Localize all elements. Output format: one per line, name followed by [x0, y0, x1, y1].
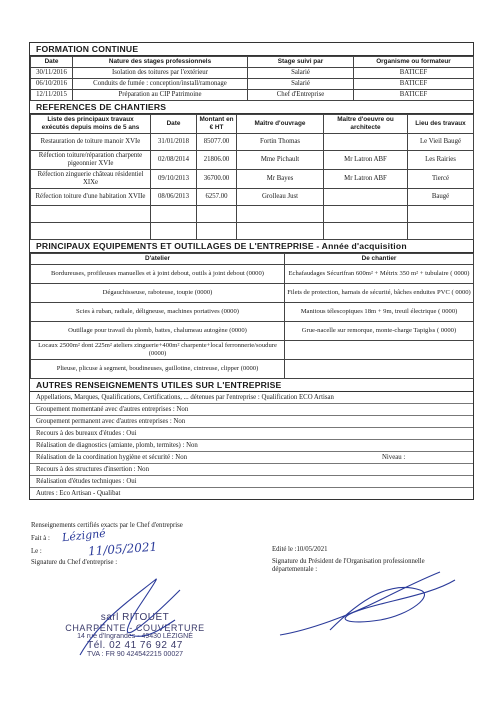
- cell: [151, 223, 197, 240]
- list-item: Autres : Eco Artisan - Qualibat: [36, 490, 121, 497]
- cell: Grolleau Just: [237, 189, 324, 206]
- table-row: [31, 151, 474, 170]
- stamp-line-activity: CHARPENTE - COUVERTURE: [65, 623, 205, 633]
- list-item: Recours à des bureaux d'études : Oui: [30, 428, 473, 440]
- cell: 30/11/2016: [31, 68, 73, 79]
- ref-col-travaux: Liste des principaux travaux exécutés depuis moins de 5 ans: [31, 115, 151, 134]
- cell: 6257.00: [197, 189, 237, 206]
- cell: Chef d'Entreprise: [248, 90, 354, 101]
- table-row: [31, 189, 474, 206]
- cell: [31, 206, 151, 223]
- formation-table: [30, 56, 474, 101]
- cell: Plieuse, plicuse à segment, boudineuses, guillotine, cintreuse, clipper (0000): [31, 360, 285, 379]
- cell: 12/11/2015: [31, 90, 73, 101]
- table-row: [31, 223, 474, 240]
- cell: Scies à ruban, radiale, déligneuse, machines portatives (0000): [31, 303, 285, 322]
- cell: Mr Bayes: [237, 170, 324, 189]
- cell: Mme Pichault: [237, 151, 324, 170]
- autres-title: AUTRES RENSEIGNEMENTS UTILES SUR L'ENTREPRISE: [30, 379, 473, 392]
- cell: [408, 223, 474, 240]
- formation-title: FORMATION CONTINUE: [30, 43, 473, 56]
- cell: Salarié: [248, 79, 354, 90]
- signature-chef-label: Signature du Chef d'entreprise :: [31, 559, 118, 566]
- list-item: Réalisation de diagnostics (amiante, plomb, termites) : Non: [30, 440, 473, 452]
- cell: Fortin Thomas: [237, 134, 324, 151]
- stamp-line-name: sarl RITOUET: [100, 612, 170, 623]
- cell: [285, 360, 474, 379]
- table-row: [31, 265, 474, 284]
- cell: Filets de protection, harnais de sécurité, bâches enduites PVC ( 0000): [285, 284, 474, 303]
- stamp-line-address: 14 rue d'Ingrandes - 49430 LÉZIGNÉ: [77, 633, 193, 640]
- equipements-table: [30, 253, 474, 379]
- cell: Tiercé: [408, 170, 474, 189]
- fait-handwritten: Lézigné: [61, 526, 107, 545]
- cell: [408, 206, 474, 223]
- cell: BATICEF: [354, 79, 474, 90]
- list-item: [30, 452, 473, 464]
- cell: Le Vieil Baugé: [408, 134, 474, 151]
- cell: BATICEF: [354, 90, 474, 101]
- cell: Conduits de fumée : conception/install/ramonage: [73, 79, 248, 90]
- cell: 21806.00: [197, 151, 237, 170]
- equipements-title: PRINCIPAUX EQUIPEMENTS ET OUTILLAGES DE L'ENTREPRISE - Année d'acquisition: [30, 240, 473, 253]
- cell: 02/08/2014: [151, 151, 197, 170]
- cell: Baugé: [408, 189, 474, 206]
- ref-col-lieu: Lieu des travaux: [408, 115, 474, 134]
- cell: Echafaudages Sécurifran 600m² + Métrix 350 m² + tubulaire ( 0000): [285, 265, 474, 284]
- cell: Mr Latron ABF: [324, 170, 408, 189]
- cell: [197, 206, 237, 223]
- ref-col-date: Date: [151, 115, 197, 134]
- list-item: Groupement permanent avec d'autres entreprises : Non: [30, 416, 473, 428]
- cell: 08/06/2013: [151, 189, 197, 206]
- signature-president-label: Signature du Président de l'Organisation professionnelle départementale :: [272, 558, 425, 573]
- formation-col-date: Date: [31, 57, 73, 68]
- cell: Grue-nacelle sur remorque, monte-charge Tapiglss ( 0000): [285, 322, 474, 341]
- cell: Mr Latron ABF: [324, 151, 408, 170]
- cell: [237, 223, 324, 240]
- cell: [324, 206, 408, 223]
- cell: Préparation au CIP Patrimoine: [73, 90, 248, 101]
- le-handwritten: 11/05/2021: [87, 539, 158, 559]
- table-row: [31, 68, 474, 79]
- cell: Bordureuses, profileuses manuelles et à joint debout, outils à joint debout (0000): [31, 265, 285, 284]
- table-row: [31, 303, 474, 322]
- list-item: Appellations, Marques, Qualifications, Certifications, ... détenues par l'entreprise : Qualification ECO Artisan: [30, 392, 473, 404]
- stamp-line-phone: Tél. 02 41 76 92 47: [87, 640, 183, 651]
- table-row: [31, 341, 474, 360]
- cell: [324, 189, 408, 206]
- niveau-label: Niveau :: [382, 454, 406, 461]
- cell: [285, 341, 474, 360]
- cell: [324, 134, 408, 151]
- cell: 09/10/2013: [151, 170, 197, 189]
- table-row: [31, 360, 474, 379]
- ref-col-montant: Montant en € HT: [197, 115, 237, 134]
- cell: [324, 223, 408, 240]
- references-title: REFERENCES DE CHANTIERS: [30, 101, 473, 114]
- cell: BATICEF: [354, 68, 474, 79]
- fait-label: Fait à :: [31, 535, 50, 542]
- cell: [237, 206, 324, 223]
- cell: Restauration de toiture manoir XVIe: [31, 134, 151, 151]
- ref-col-oeuvre: Maître d'oeuvre ou architecte: [324, 115, 408, 134]
- cell: Réfection zinguerie château résidentiel XIXe: [31, 170, 151, 189]
- equipements-header-row: [31, 254, 474, 265]
- cell: Isolation des toitures par l'extérieur: [73, 68, 248, 79]
- cell: Locaux 2500m² dont 225m² ateliers zinguerie+400m² charpente+local ferronnerie/soudure (0000): [31, 341, 285, 360]
- list-item: Recours à des structures d'insertion : Non: [30, 464, 473, 476]
- list-item: Groupement momentané avec d'autres entreprises : Non: [30, 404, 473, 416]
- table-row: [31, 284, 474, 303]
- formation-col-organisme: Organisme ou formateur: [354, 57, 474, 68]
- cell: Les Rairies: [408, 151, 474, 170]
- cell: Outillage pour travail du plomb, battes, chalumeau autogène (0000): [31, 322, 285, 341]
- cell: 85077.00: [197, 134, 237, 151]
- cell: 31/01/2018: [151, 134, 197, 151]
- formation-col-suivi: Stage suivi par: [248, 57, 354, 68]
- cell: 06/10/2016: [31, 79, 73, 90]
- certified-text: Renseignements certifiés exacts par le Chef d'entreprise: [31, 522, 183, 529]
- chef-signature-icon: [60, 560, 210, 670]
- references-table: [30, 114, 474, 240]
- attestation-form: [29, 42, 474, 500]
- table-row: [31, 322, 474, 341]
- cell: [197, 223, 237, 240]
- cell: [151, 206, 197, 223]
- autres-list: [30, 392, 473, 499]
- stamp-line-tva: TVA : FR 90 424542215 00027: [87, 651, 183, 658]
- table-row: [31, 79, 474, 90]
- table-row: [31, 170, 474, 189]
- cell: Salarié: [248, 68, 354, 79]
- table-row: [31, 134, 474, 151]
- edite-text: Edité le :10/05/2021: [272, 546, 328, 553]
- formation-header-row: [31, 57, 474, 68]
- table-row: [31, 90, 474, 101]
- equip-col-chantier: De chantier: [285, 254, 474, 265]
- president-signature-icon: [270, 560, 470, 650]
- cell: [31, 223, 151, 240]
- cell: Réfection toiture/réparation charpente pigeonnier XVIe: [31, 151, 151, 170]
- le-label: Le :: [31, 548, 42, 555]
- references-header-row: [31, 115, 474, 134]
- cell: Dégauchisseuse, raboteuse, toupie (0000): [31, 284, 285, 303]
- cell: Réfection toiture d'une habitation XVIIe: [31, 189, 151, 206]
- table-row: [31, 206, 474, 223]
- equip-col-atelier: D'atelier: [31, 254, 285, 265]
- list-item: Réalisation d'études techniques : Oui: [30, 476, 473, 488]
- cell: Manitous télescopiques 18m + 9m, treuil électrique ( 0000): [285, 303, 474, 322]
- ref-col-ouvrage: Maître d'ouvrage: [237, 115, 324, 134]
- formation-col-nature: Nature des stages professionnels: [73, 57, 248, 68]
- cell: 36700.00: [197, 170, 237, 189]
- list-item-text: Réalisation de la coordination hygiène et sécurité : Non: [36, 454, 187, 461]
